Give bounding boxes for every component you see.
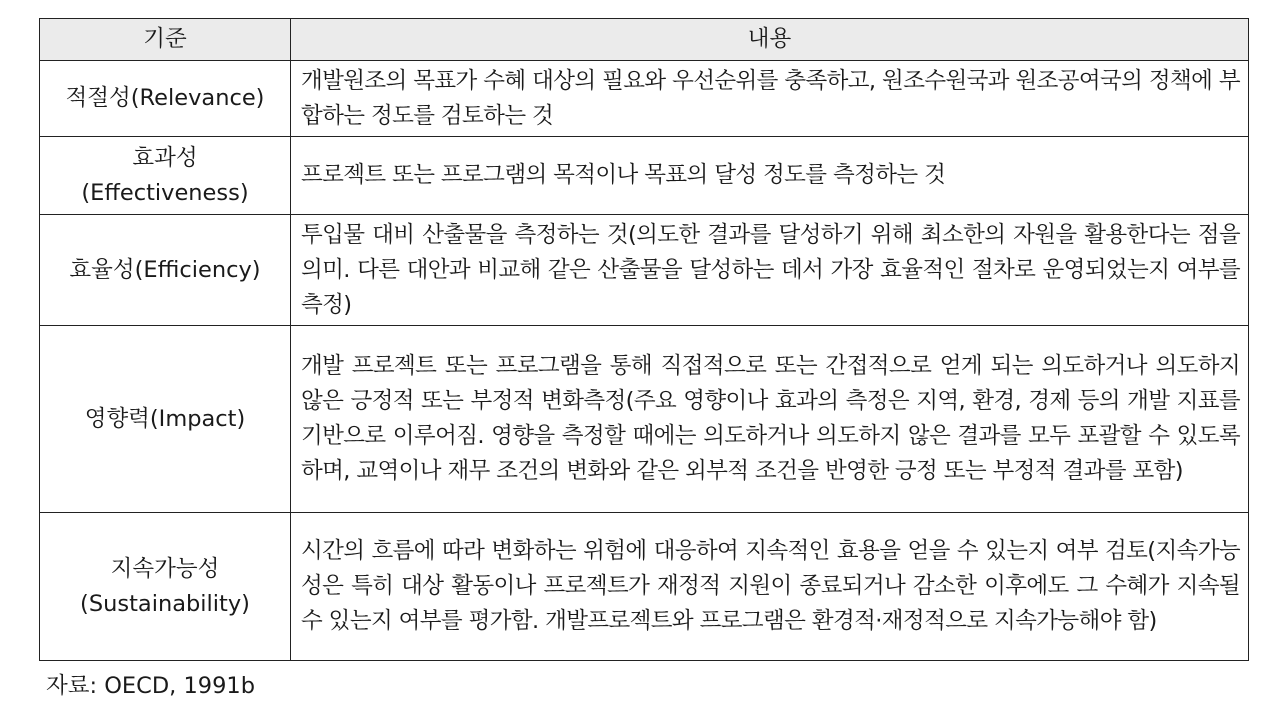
criterion-label: 효율성(Efficiency)	[69, 256, 261, 283]
criterion-cell	[40, 215, 291, 326]
table-row-sustainability	[40, 513, 1249, 661]
header-criterion: 기준	[40, 19, 291, 61]
content-cell: 시간의 흐름에 따라 변화하는 위험에 대응하여 지속적인 효용을 얻을 수 있는지 여부 검토(지속가능성은 특히 대상 활동이나 프로젝트가 재정적 지원이 종료되거나 감소한 이후에도 그 수혜가 지속될 수 있는지 여부를 평가함. 개발프로젝트와 프로그램은 환경적·재정적으로 지속가능해야 함)	[291, 513, 1249, 661]
criterion-cell	[40, 137, 291, 215]
criterion-label-english: (Sustainability)	[80, 590, 250, 617]
criterion-cell	[40, 326, 291, 513]
evaluation-criteria-table	[39, 18, 1249, 661]
table-row-impact	[40, 326, 1249, 513]
criterion-cell	[40, 61, 291, 137]
table-row-effectiveness	[40, 137, 1249, 215]
content-cell: 개발원조의 목표가 수혜 대상의 필요와 우선순위를 충족하고, 원조수원국과 원조공여국의 정책에 부합하는 정도를 검토하는 것	[291, 61, 1249, 137]
content-cell: 투입물 대비 산출물을 측정하는 것(의도한 결과를 달성하기 위해 최소한의 자원을 활용한다는 점을 의미. 다른 대안과 비교해 같은 산출물을 달성하는 데서 가장 효율적인 절차로 운영되었는지 여부를 측정)	[291, 215, 1249, 326]
criterion-label: 효과성	[132, 144, 198, 171]
table-row-efficiency	[40, 215, 1249, 326]
table-header-row	[40, 19, 1249, 61]
content-cell: 프로젝트 또는 프로그램의 목적이나 목표의 달성 정도를 측정하는 것	[291, 137, 1249, 215]
criterion-label: 적절성(Relevance)	[65, 85, 265, 111]
criterion-label: 영향력(Impact)	[84, 405, 246, 432]
source-note: 자료: OECD, 1991b	[46, 673, 256, 699]
criterion-label-english: (Effectiveness)	[81, 179, 249, 206]
criterion-label: 지속가능성	[110, 555, 220, 582]
table-row-relevance	[40, 61, 1249, 137]
criterion-cell	[40, 513, 291, 661]
content-cell: 개발 프로젝트 또는 프로그램을 통해 직접적으로 또는 간접적으로 얻게 되는 의도하거나 의도하지 않은 긍정적 또는 부정적 변화측정(주요 영향이나 효과의 측정은 지역, 환경, 경제 등의 개발 지표를 기반으로 이루어짐. 영향을 측정할 때에는 의도하거나 의도하지 않은 결과를 모두 포괄할 수 있도록 하며, 교역이나 재무 조건의 변화와 같은 외부적 조건을 반영한 긍정 또는 부정적 결과를 포함)	[291, 326, 1249, 513]
header-content: 내용	[291, 19, 1249, 61]
